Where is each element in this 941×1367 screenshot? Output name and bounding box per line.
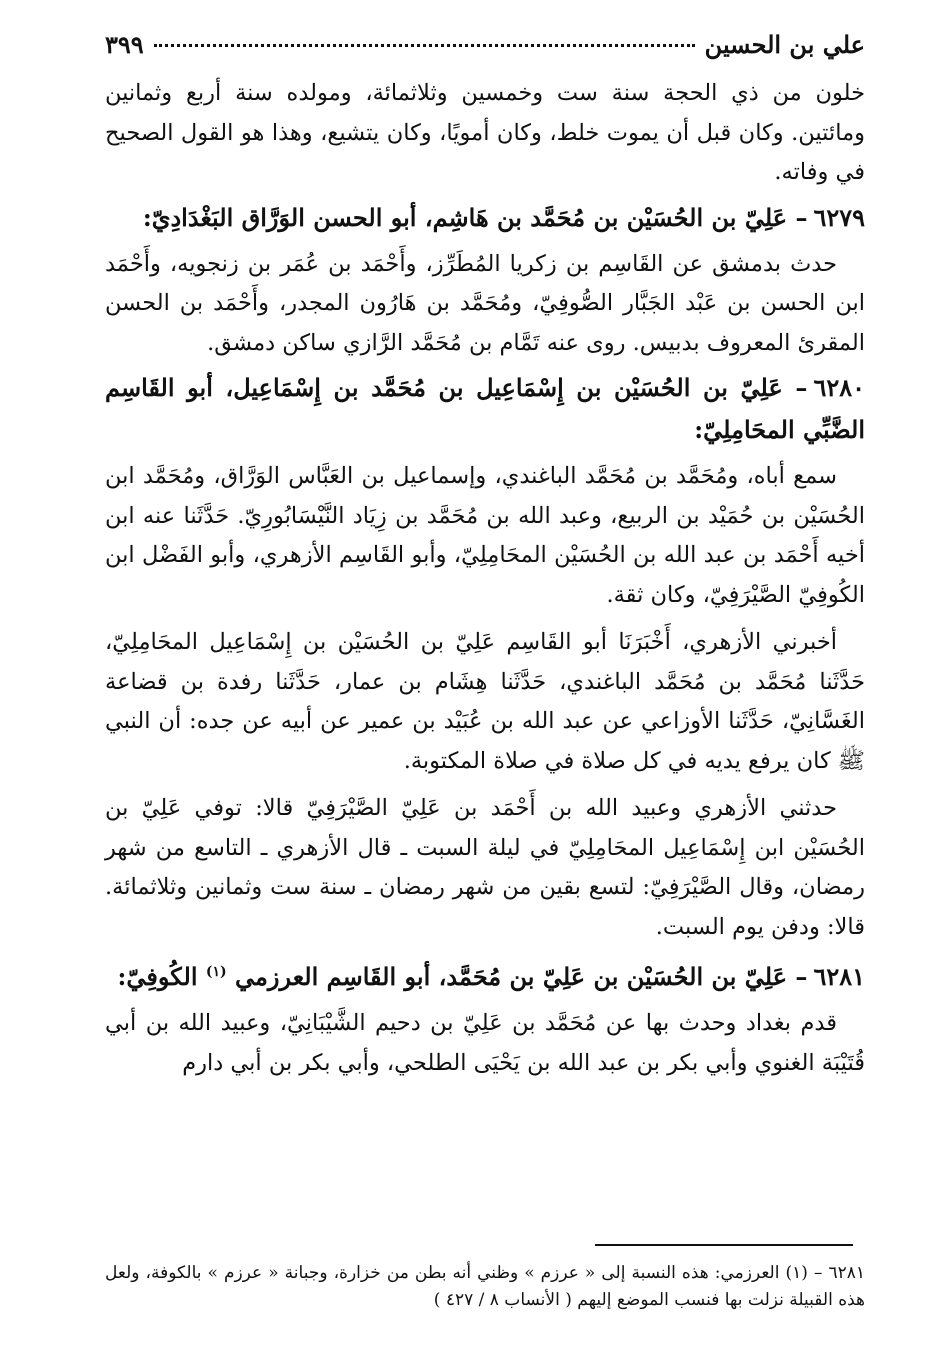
entry-6279-paragraph: حدث بدمشق عن القَاسِم بن زكريا المُطَرِّز، وأَحْمَد بن عُمَر بن زنجويه، وأَحْمَد ابن الحسن بن عَبْد الجَبَّار الصُّوفِيّ، ومُحَمَّد بن هَارُون المجدر، وأَحْمَد بن الحسن المقرئ المعروف بدبيس. روى عنه تَمَّام بن مُحَمَّد الرَّازي ساكن دمشق. [105, 250, 865, 356]
entry-6281-number: ٦٢٨١ [813, 962, 865, 991]
page-number: ٣٩٩ [105, 30, 144, 59]
footnote: ٦٢٨١ – (١) العرزمي: هذه النسبة إلى « عرزم » وظني أنه بطن من خزارة، وجبانة « عرزم » بالكوفة، ولعل هذه القبيلة نزلت بها فنسب الموضع إليهم ( الأنساب ٨ / ٤٢٧ ) [105, 1263, 865, 1310]
entry-6279-heading [105, 197, 865, 239]
entry-6279-title: – عَلِيّ بن الحُسَيْن بن مُحَمَّد بن هَاشِم، أبو الحسن الوَرَّاق البَغْدَادِيّ: [142, 202, 808, 232]
entry-6281-heading [105, 951, 865, 998]
entry-6280-title: – عَلِيّ بن الحُسَيْن بن إِسْمَاعِيل بن مُحَمَّد بن إِسْمَاعِيل، أبو القَاسِم الضَّبِّي المحَامِلِيّ: [105, 373, 865, 444]
book-page [105, 30, 865, 1083]
running-header [105, 30, 865, 74]
entry-6280-heading [105, 367, 865, 451]
entry-6281-title-end: الكُوفِيّ: [117, 962, 198, 991]
entry-6280-number: ٦٢٨٠ [813, 373, 865, 402]
header-dot-leader [154, 44, 695, 47]
entry-6279-number: ٦٢٧٩ [813, 202, 865, 232]
footnote-separator [595, 1244, 853, 1246]
entry-6280-paragraph-2: أخبرني الأزهري، أَخْبَرَنَا أبو القَاسِم عَلِيّ بن الحُسَيْن بن إِسْمَاعِيل المحَامِلِيّ، حَدَّثَنا مُحَمَّد بن مُحَمَّد الباغندي، حَدَّثَنا هِشَام بن عمار، حَدَّثَنا رفدة بن قضاعة الغَسَّانِيّ، حَدَّثَنا الأوزاعي عن عبد الله بن عُبَيْد بن عمير عن أبيه عن جده: أن النبي ﷺ كان يرفع يديه في كل صلاة في صلاة المكتوبة. [105, 629, 865, 774]
footnote-marker[interactable]: (١) [205, 964, 227, 980]
entry-6280-paragraph-1: سمع أباه، ومُحَمَّد بن مُحَمَّد الباغندي، وإسماعيل بن العَبَّاس الوَرَّاق، ومُحَمَّد ابن الحُسَيْن بن حُمَيْد بن الربيع، وعبد الله بن مُحَمَّد بن زِيَاد النَّيْسَابُورِيّ. حَدَّثَنا عنه ابن أخيه أَحْمَد بن عبد الله بن الحُسَيْن المحَامِلِيّ، وأبو القَاسِم الأزهري، وأبو الفَضْل ابن الكُوفِيّ الصَّيْرَفِيّ، وكان ثقة. [105, 463, 865, 608]
entry-6281-paragraph: قدم بغداد وحدث بها عن مُحَمَّد بن عَلِيّ بن دحيم الشَّيْبَانِيّ، وعبيد الله بن أبي قُتَيْبَة الغنوي وأبي بكر بن عبد الله بن يَحْيَى الطلحي، وأبي بكر بن أبي دارم [105, 1010, 865, 1076]
entry-6280-paragraph-3: حدثني الأزهري وعبيد الله بن أَحْمَد بن عَلِيّ الصَّيْرَفِيّ قالا: توفي عَلِيّ بن الحُسَيْن ابن إِسْمَاعِيل المحَامِلِيّ في ليلة السبت ـ قال الأزهري ـ التاسع من شهر رمضان، وقال الصَّيْرَفِيّ: لتسع بقين من شهر رمضان ـ سنة ست وثمانين وثلاثمائة. قالا: ودفن يوم السبت. [105, 795, 865, 940]
intro-paragraph: خلون من ذي الحجة سنة ست وخمسين وثلاثمائة، ومولده سنة أربع وثمانين ومائتين. وكان قبل أن يموت خلط، وكان أمويًا، وكان يتشيع، وهذا هو القول الصحيح في وفاته. [105, 80, 865, 185]
entry-6281-title: – عَلِيّ بن الحُسَيْن بن عَلِيّ بن مُحَمَّد، أبو القَاسِم العرزمي [235, 962, 808, 991]
running-title: علي بن الحسين [704, 30, 865, 59]
